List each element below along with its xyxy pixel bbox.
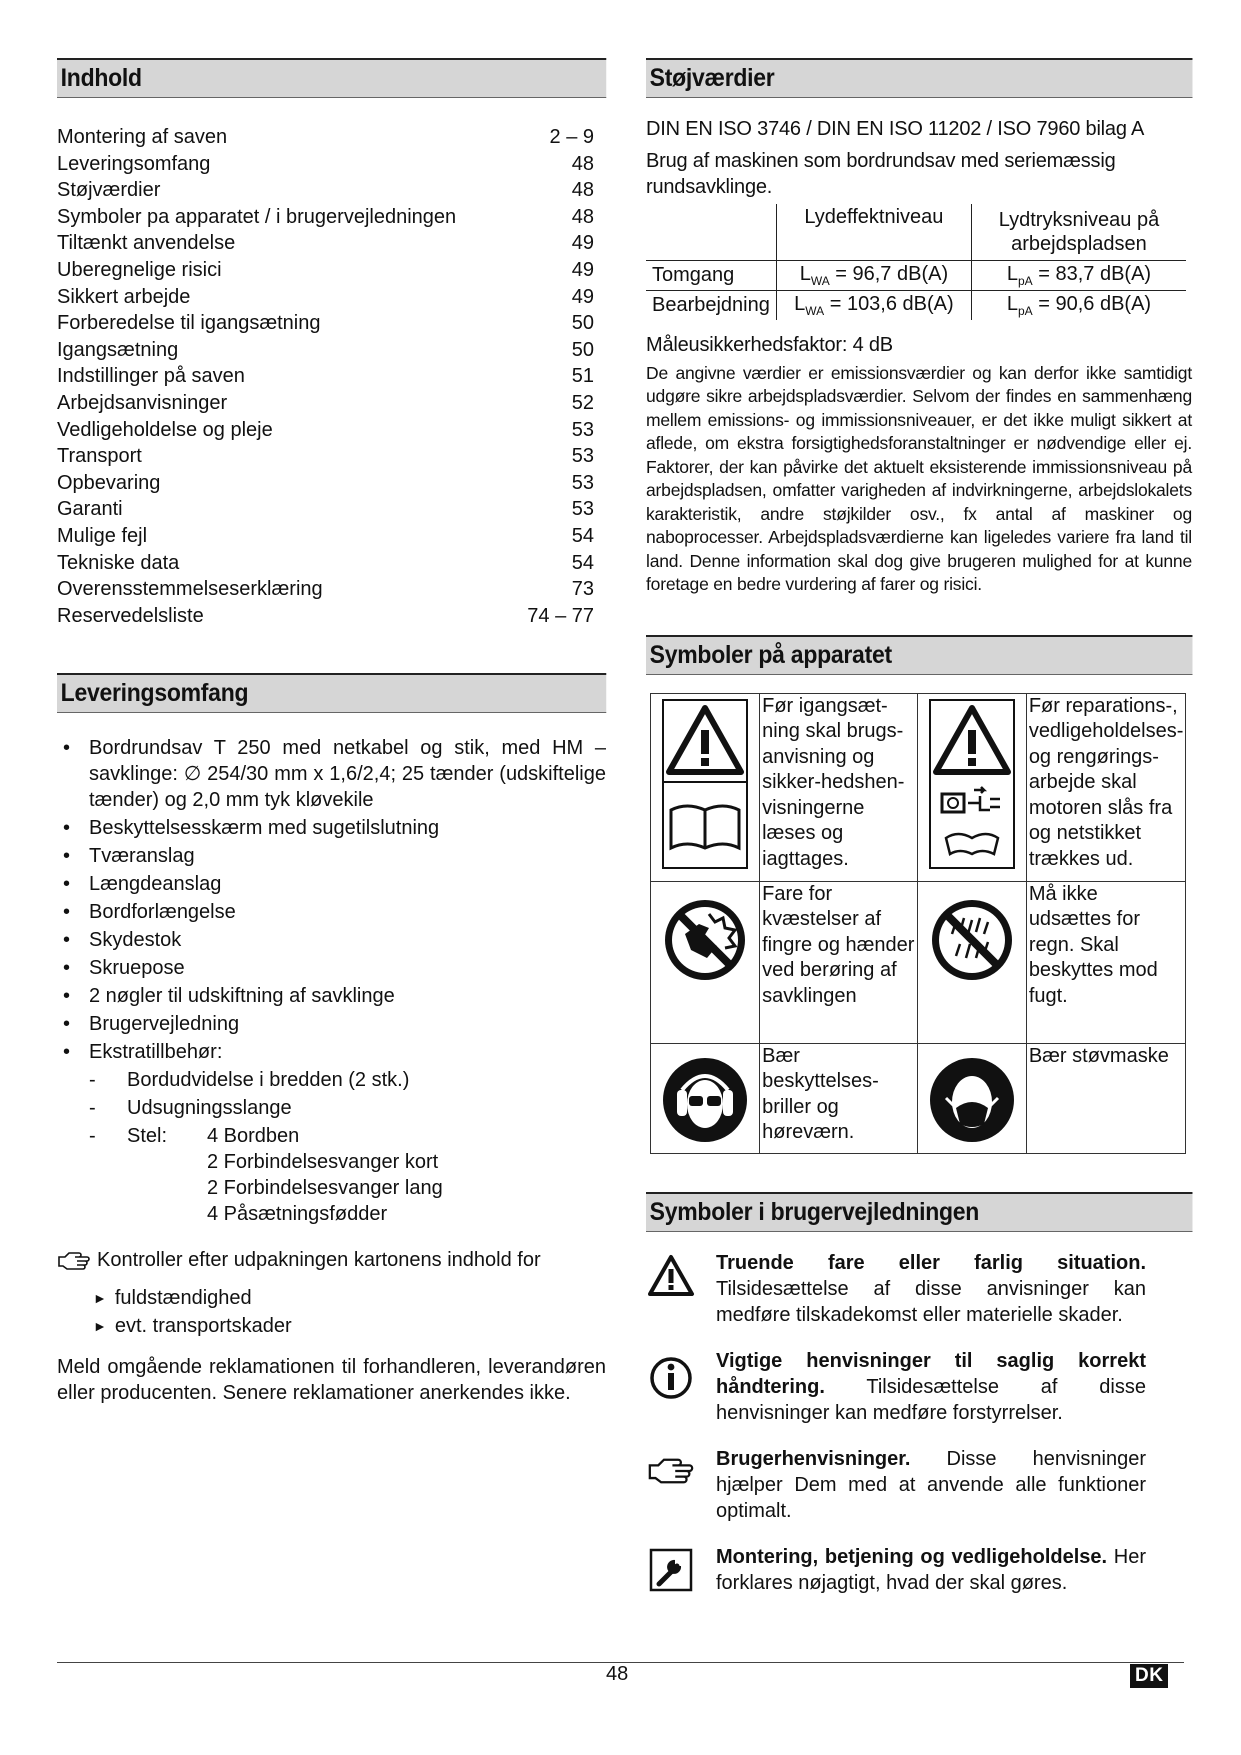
list-item: • Tværanslag (63, 845, 195, 868)
toc-label: Garanti (57, 498, 123, 521)
symbol-cell (917, 881, 1026, 1043)
list-item: • Bordrundsav T 250 med netkabel og stik, med HM – savklinge: ∅ 254/30 mm x 1,6/2,4; 25 tænder (udskiftelige tænder) og 2,0 mm tyk kløvekile (63, 737, 606, 812)
toc-label: Transport (57, 445, 142, 468)
toc-row (57, 124, 606, 151)
list-item: Montering, betjening og vedligeholdelse. Her forklares nøjagtigt, hvad der skal gøres. (646, 1544, 1192, 1596)
toc-row (57, 443, 606, 470)
toc-label: Tiltænkt anvendelse (57, 232, 236, 255)
toc-label: Indstillinger på saven (57, 365, 245, 388)
toc-label: Forberedelse til igangsætning (57, 312, 321, 335)
no-hands-icon (659, 894, 751, 986)
bullet-icon: • (63, 817, 71, 840)
symbol-text: Bær støvmaske (1026, 1043, 1185, 1154)
toc-row (57, 603, 606, 630)
toc-row (57, 284, 606, 311)
symbol-cell (917, 693, 1026, 881)
bullet-icon: • (63, 985, 71, 1008)
toc-row (57, 496, 606, 523)
symbol-cell (651, 693, 760, 881)
list-item: • Ekstratillbehør: (63, 1041, 223, 1064)
toc-page: 52 (571, 391, 594, 414)
check-list (57, 1284, 606, 1340)
symbol-text: Før reparations-, vedligeholdelses- og rengørings-arbejde skal motoren slås fra og netstikket trækkes ud. (1026, 693, 1185, 881)
bullet-icon: • (63, 1013, 71, 1036)
noise-usage: Brug af maskinen som bordrundsav med seriemæssig rundsavklinge. (646, 150, 1116, 198)
device-symbols-table (650, 693, 1186, 1155)
list-item: ► evt. transportskader (93, 1312, 606, 1340)
manual-symbols-heading: Symboler i brugervejledningen (646, 1192, 1192, 1232)
list-item: • Skydestok (63, 929, 182, 952)
symbol-text: Bær beskyttelses-briller og høreværn. (760, 1043, 918, 1154)
pointing-hand-icon (57, 1251, 91, 1271)
symbol-cell (651, 881, 760, 1043)
warning-manual-icon (661, 698, 749, 870)
warning-icon (647, 1254, 695, 1298)
row-label: Bearbejdning (646, 290, 776, 320)
toc-row (57, 550, 606, 577)
table-of-contents (57, 124, 606, 629)
toc-page: 50 (571, 338, 594, 361)
col-header: Lydeffektniveau (776, 204, 971, 260)
contents-heading: Indhold (57, 58, 606, 98)
dust-mask-icon (926, 1054, 1018, 1146)
goggles-earmuffs-icon (659, 1054, 751, 1146)
delivery-heading: Leveringsomfang (57, 673, 606, 713)
bullet-icon: • (63, 737, 71, 760)
toc-page: 53 (571, 498, 594, 521)
row-label: Tomgang (646, 260, 776, 290)
bullet-icon: • (63, 929, 71, 952)
toc-page: 53 (571, 418, 594, 441)
toc-label: Symboler pa apparatet / i brugervejledningen (57, 205, 457, 228)
toc-page: 2 – 9 (549, 126, 594, 148)
toc-label: Opbevaring (57, 471, 161, 494)
toc-label: Igangsætning (57, 338, 179, 361)
bullet-icon: • (63, 873, 71, 896)
toc-page: 54 (571, 551, 594, 574)
noise-heading: Støjværdier (646, 58, 1192, 98)
list-item: • Beskyttelsesskærm med sugetilslutning (63, 817, 440, 840)
list-item: Brugerhenvisninger. Disse henvisninger hjælper Dem med at anvende alle funktioner optimalt. (646, 1446, 1192, 1524)
col-header: Lydtryksniveau på arbejdspladsen (971, 204, 1186, 260)
right-column (646, 58, 1192, 1616)
list-item: Vigtige henvisninger til saglig korrekt håndtering. Tilsidesættelse af disse henvisninger kan medføre forstyrrelser. (646, 1348, 1192, 1426)
noise-explanation: De angivne værdier er emissionsværdier og kan derfor ikke samtidigt udgøre sikre arbejdspladsværdier. Selvom der findes en sammenhæng mellem emissions- og immissionsniveauer, er det ikke muligt sikkert at aflede, om ekstra forsigtighedsforanstaltninger er nødvendige eller ej. Faktorer, der kan påvirke det aktuelt eksisterende immissionsniveau på arbejdspladsen, omfatter varigheden af indvirkningerne, arbejdslokalets karakteristik, andre støjkilder osv., fx antal af maskiner og naboprocesser. Arbejdspladsværdierne kan ligeledes variere fra land til land. Denne information skal dog give brugeren mulighed for at kunne foretage en bedre vurdering af farer og risici. (646, 362, 1192, 594)
list-item: • Længdeanslag (63, 873, 222, 896)
info-icon (649, 1356, 693, 1400)
symbol-text: Før igangsæt-ning skal brugs-anvisning og sikker-hedshen-visningerne læses og iagttages. (760, 693, 918, 881)
toc-row (57, 337, 606, 364)
toc-row (57, 257, 606, 284)
check-note: Kontroller efter udpakningen kartonens indhold for (57, 1249, 606, 1272)
toc-page: 73 (571, 578, 594, 601)
uncertainty: Måleusikkerhedsfaktor: 4 dB (646, 333, 893, 356)
toc-row (57, 390, 606, 417)
toc-page: 53 (571, 445, 594, 468)
device-symbols-heading: Symboler på apparatet (646, 635, 1192, 675)
bullet-icon: • (63, 1041, 71, 1064)
symbol-text: Må ikke udsættes for regn. Skal beskyttes mod fugt. (1026, 881, 1185, 1043)
toc-label: Reservedelsliste (57, 604, 204, 627)
toc-label: Overensstemmelseserklæring (57, 578, 323, 601)
bullet-icon: • (63, 901, 71, 924)
toc-label: Uberegnelige risici (57, 258, 222, 281)
manual-symbols-list (646, 1250, 1192, 1596)
arrow-icon: ► (93, 1290, 107, 1307)
toc-row (57, 177, 606, 204)
toc-page: 50 (571, 312, 594, 335)
symbol-cell (917, 1043, 1026, 1154)
toc-row (57, 151, 606, 178)
cell-lwa: $L_{WA} = 103,6$ dB(A) (776, 290, 971, 320)
toc-row (57, 470, 606, 497)
pointing-hand-icon (647, 1456, 695, 1486)
toc-label: Vedligeholdelse og pleje (57, 418, 273, 441)
cell-lpa: $L_{pA} = 83,7$ dB(A) (971, 260, 1186, 290)
cell-lpa: $L_{pA} = 90,6$ dB(A) (971, 290, 1186, 320)
arrow-icon: ► (93, 1318, 107, 1335)
toc-label: Støjværdier (57, 179, 161, 202)
toc-label: Sikkert arbejde (57, 285, 191, 308)
toc-page: 51 (571, 365, 594, 388)
list-item: Truende fare eller farlig situation. Tilsidesættelse af disse anvisninger kan medføre tilskadekomst eller materielle skader. (646, 1250, 1192, 1328)
toc-label: Mulige fejl (57, 524, 148, 547)
toc-page: 49 (571, 285, 594, 308)
toc-label: Montering af saven (57, 126, 228, 148)
list-item: • Bordforlængelse (63, 901, 236, 924)
list-item: ► fuldstændighed (93, 1284, 606, 1312)
toc-row (57, 363, 606, 390)
list-item: - Bordudvidelse i bredden (2 stk.) (89, 1069, 410, 1092)
no-rain-icon (926, 894, 1018, 986)
list-item: - Stel: 4 Bordben 2 Forbindelsesvanger kort 2 Forbindelsesvanger lang 4 Påsætningsfødder (89, 1125, 443, 1226)
toc-page: 48 (571, 152, 594, 175)
toc-page: 48 (571, 179, 594, 202)
extras-list (57, 1067, 606, 1227)
list-item: • Brugervejledning (63, 1013, 240, 1036)
noise-table (646, 204, 1186, 320)
noise-standard: DIN EN ISO 3746 / DIN EN ISO 11202 / ISO 7960 bilag A (646, 118, 1145, 140)
toc-page: 54 (571, 524, 594, 547)
left-column (57, 58, 606, 1406)
list-item: • Skruepose (63, 957, 185, 980)
toc-row (57, 523, 606, 550)
language-badge: DK (1130, 1664, 1168, 1688)
toc-label: Leveringsomfang (57, 152, 211, 175)
toc-row (57, 230, 606, 257)
toc-row (57, 310, 606, 337)
toc-label: Tekniske data (57, 551, 180, 574)
list-item: - Udsugningsslange (89, 1097, 292, 1120)
delivery-list (57, 735, 606, 1065)
toc-page: 49 (571, 258, 594, 281)
toc-row (57, 576, 606, 603)
toc-row (57, 204, 606, 231)
bullet-icon: • (63, 957, 71, 980)
bullet-icon: • (63, 845, 71, 868)
closing-paragraph: Meld omgående reklamationen til forhandleren, leverandøren eller producenten. Senere reklamationer anerkendes ikke. (57, 1356, 606, 1405)
wrench-icon (649, 1548, 693, 1592)
toc-page: 48 (571, 205, 594, 228)
page-number: 48 (606, 1663, 629, 1685)
toc-page: 49 (571, 232, 594, 255)
toc-label: Arbejdsanvisninger (57, 391, 228, 414)
toc-row (57, 417, 606, 444)
warning-unplug-icon (928, 698, 1016, 870)
symbol-text: Fare for kvæstelser af fingre og hænder ved berøring af savklingen (760, 881, 918, 1043)
toc-page: 53 (571, 471, 594, 494)
cell-lwa: $L_{WA} = 96,7$ dB(A) (776, 260, 971, 290)
list-item: • 2 nøgler til udskiftning af savklinge (63, 985, 395, 1008)
symbol-cell (651, 1043, 760, 1154)
toc-page: 74 – 77 (527, 604, 594, 627)
